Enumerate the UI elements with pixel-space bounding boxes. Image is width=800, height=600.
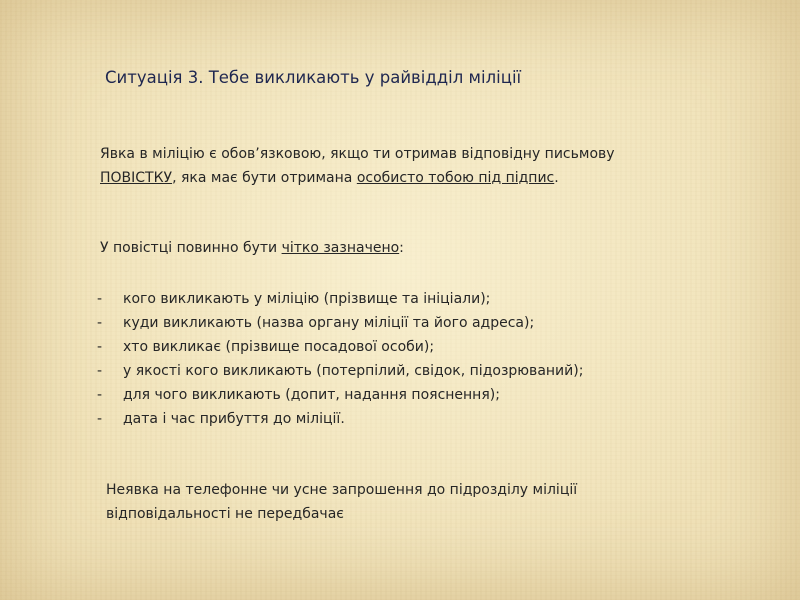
list-item xyxy=(97,335,583,359)
phone-invitation-line-2: відповідальності не передбачає xyxy=(106,506,344,522)
summons-contents-text: У повістці повинно бути xyxy=(100,240,282,256)
summons-requirement-paragraph xyxy=(100,142,615,190)
list-item-text: для чого викликають (допит, надання пояснення); xyxy=(123,387,500,403)
list-item xyxy=(97,311,583,335)
summons-requirement-line-1: Явка в міліцію є обов’язковою, якщо ти отримав відповідну письмову xyxy=(100,146,615,162)
list-item-text: хто викликає (прізвище посадової особи); xyxy=(123,339,435,355)
list-bullet: - xyxy=(97,291,103,307)
list-bullet: - xyxy=(97,339,103,355)
summons-contents-list xyxy=(97,287,583,431)
summons-term: ПОВІСТКУ xyxy=(100,170,173,186)
list-item xyxy=(97,407,583,431)
list-item xyxy=(97,359,583,383)
list-item-text: куди викликають (назва органу міліції та його адреса); xyxy=(123,315,535,331)
summons-contents-colon: : xyxy=(399,240,404,256)
phone-invitation-paragraph xyxy=(106,478,577,526)
list-bullet: - xyxy=(97,387,103,403)
list-bullet: - xyxy=(97,363,103,379)
phone-invitation-line-1: Неявка на телефонне чи усне запрошення до підрозділу міліції xyxy=(106,482,578,498)
slide-title: Ситуація 3. Тебе викликають у райвідділ міліції xyxy=(105,68,522,87)
list-bullet: - xyxy=(97,411,103,427)
list-item xyxy=(97,383,583,407)
clearly-stated-term: чітко зазначено xyxy=(281,240,400,256)
personal-signature-term: особисто тобою під підпис xyxy=(356,170,555,186)
list-item xyxy=(97,287,583,311)
summons-requirement-line-2 xyxy=(100,166,615,190)
list-bullet: - xyxy=(97,315,103,331)
list-item-text: кого викликають у міліцію (прізвище та ініціали); xyxy=(123,291,491,307)
summons-connector-text: , яка має бути отримана xyxy=(172,170,357,186)
list-item-text: у якості кого викликають (потерпілий, свідок, підозрюваний); xyxy=(123,363,584,379)
summons-line-end: . xyxy=(554,170,559,186)
summons-contents-intro xyxy=(100,236,404,260)
list-item-text: дата і час прибуття до міліції. xyxy=(123,411,345,427)
